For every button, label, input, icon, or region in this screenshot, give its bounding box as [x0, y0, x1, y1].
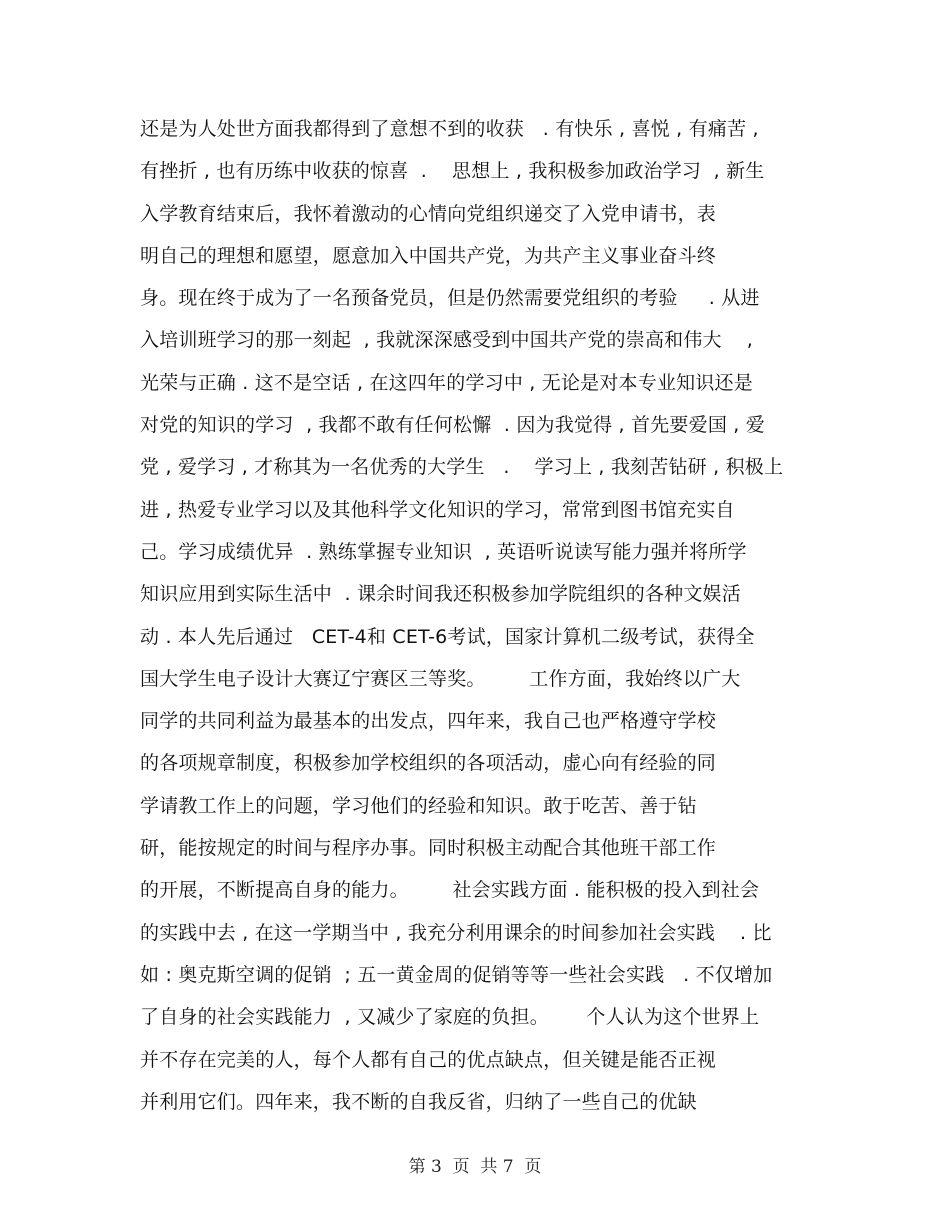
text-line: 动 . 本人先后通过 CET-4和 CET-6考试，国家计算机二级考试，获得全 — [140, 625, 755, 648]
text-line: 学请教工作上的问题，学习他们的经验和知识。敢于吃苦、善于钻 — [140, 794, 697, 817]
text-line: 明自己的理想和愿望，愿意加入中国共产党，为共产主义事业奋斗终 — [140, 244, 717, 267]
text-line: 如 : 奥克斯空调的促销 ; 五一黄金周的促销等等一些社会实践 . 不仅增加 — [140, 963, 773, 986]
text-line: 的各项规章制度，积极参加学校组织的各项活动，虚心向有经验的同 — [140, 752, 717, 775]
text-line: 了自身的社会实践能力 , 又减少了家庭的负担。 个人认为这个世界上 — [140, 1006, 760, 1029]
text-line: 的实践中去 , 在这一学期当中 , 我充分利用课余的时间参加社会实践 . 比 — [140, 921, 772, 944]
text-line: 党 , 爱学习 , 才称其为一名优秀的大学生 . 学习上 , 我刻苦钻研 , 积极上 — [140, 456, 784, 479]
text-line: 知识应用到实际生活中 . 课余时间我还积极参加学院组织的各种文娱活 — [140, 583, 741, 606]
text-line: 国大学生电子设计大赛辽宁赛区三等奖。 工作方面，我始终以广大 — [140, 667, 741, 690]
text-line: 己。学习成绩优异 . 熟练掌握专业知识 , 英语听说读写能力强并将所学 — [140, 540, 747, 563]
text-line: 的开展，不断提高自身的能力。 社会实践方面 . 能积极的投入到社会 — [140, 879, 760, 902]
text-line: 入培训班学习的那一刻起 , 我就深深感受到中国共产党的崇高和伟大 , — [140, 329, 753, 352]
text-line: 进 , 热爱专业学习以及其他科学文化知识的学习，常常到图书馆充实自 — [140, 498, 735, 521]
text-line: 并利用它们。四年来，我不断的自我反省，归纳了一些自己的优缺 — [140, 1090, 697, 1113]
page-number-footer: 第 3 页 共 7 页 — [408, 1157, 542, 1177]
body-text — [140, 113, 820, 1128]
text-line: 入学教育结束后，我怀着激动的心情向党组织递交了入党申请书，表 — [140, 202, 717, 225]
text-line: 研，能按规定的时间与程序办事。同时积极主动配合其他班干部工作 — [140, 837, 717, 860]
text-line: 有挫折 , 也有历练中收获的惊喜 . 思想上 , 我积极参加政治学习 , 新生 — [140, 160, 765, 183]
text-line: 光荣与正确 . 这不是空话 , 在这四年的学习中 , 无论是对本专业知识还是 — [140, 371, 753, 394]
text-line: 身。现在终于成为了一名预备党员，但是仍然需要党组织的考验 . 从进 — [140, 287, 760, 310]
text-line: 并不存在完美的人，每个人都有自己的优点缺点，但关键是能否正视 — [140, 1048, 717, 1071]
text-line: 同学的共同利益为最基本的出发点，四年来，我自己也严格遵守学校 — [140, 710, 717, 733]
text-line: 还是为人处世方面我都得到了意想不到的收获 . 有快乐 , 喜悦 , 有痛苦 , — [140, 118, 759, 140]
text-line: 对党的知识的学习 , 我都不敢有任何松懈 . 因为我觉得 , 首先要爱国 , 爱 — [140, 414, 765, 437]
